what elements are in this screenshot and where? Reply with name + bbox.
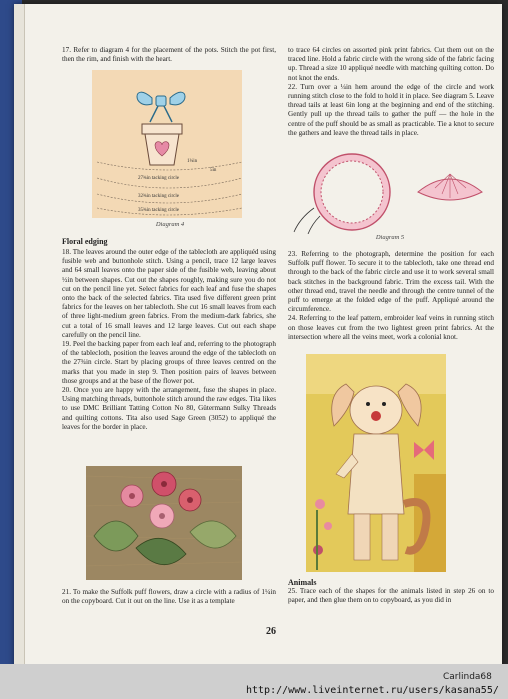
diagram-5-suffolk-puff: [290, 146, 490, 234]
step-23-text: 23. Referring to the photograph, determine the position for each Suffolk puff flower. To secure it to the tablecloth, take one thread end through to the back of the fabric circle and use it to work several small back stitches in the background fabric. Trim the excess tail. With the other thread end, travel the needle and through the centre tunnel of the puff to emerge at the folded edge of the puff. Appliqué around the circumference.: [288, 250, 494, 314]
diagram-4-label-5in: 5in: [210, 168, 217, 173]
step-21-continued: to trace 64 circles on assorted pink print fabrics. Cut them out on the traced line. Hold a fabric circle with the wrong side of the fabric facing up. Thread a size 10 appliqué needle with matching quilting cotton. Do not knot the ends.: [288, 46, 494, 82]
diagram-4-label-32in: 32¾in tacking circle: [138, 194, 179, 199]
dog-applique-photo: [306, 354, 446, 572]
steps-23-24-text: [288, 250, 494, 342]
diagram-4-flowerpot: [92, 70, 242, 218]
source-url[interactable]: http://www.liveinternet.ru/users/kasana55/: [246, 685, 499, 696]
step-20-text: 20. Once you are happy with the arrangement, fuse the shapes in place. Using matching threads, buttonhole stitch around the raw edges. Tita likes to use DMC Brilliant Tatting Cotton No 80, Gütermann Sulky Threads and quilting cottons. Tita also used Sage Green (3052) to appliqué the leaves for the border in place.: [62, 386, 276, 431]
heading-animals: Animals: [288, 578, 317, 587]
floral-edging-heading: [62, 237, 276, 246]
diagram-4-label-35in: 35¾in tacking circle: [138, 208, 179, 213]
diagram-4-label-1-25in: 1¼in: [187, 159, 198, 164]
step-19-text: 19. Peel the backing paper from each leaf and, referring to the photograph of the tablecloth, position the leaves around the edge of the tablecloth on the 27¾in circle. Start by placing groups of three leaves centred on the marks that you made in step 9. Then position pairs of leaves between those groups and at the base of the flower pot.: [62, 340, 276, 385]
step-21-text: 21. To make the Suffolk puff flowers, draw a circle with a radius of 1¼in on the copyboard. Cut it out on the line. Use it as a template: [62, 588, 276, 606]
page-binding-edge: [14, 4, 25, 669]
diagram-5-caption: Diagram 5: [375, 234, 405, 241]
suffolk-puff-flowers-photo: [86, 466, 242, 580]
step-18-text: 18. The leaves around the outer edge of the tablecloth are appliquéd using fusible web and buttonhole stitch. Using a pencil, trace 12 large leaves and 64 small leaves onto the paper side of the fusible web, leaving about ½in between shapes. Cut out the shapes roughly, making sure you do not cut on the pencil line yet. Select fabrics for each leaf and fuse the shapes onto the back of the selected fabrics. Tita used five different green print fabrics for the leaves on her tablecloth. She cut 16 small leaves from each of three light-medium green fabrics. From the medium-dark fabrics, she cut a total of 16 small leaves and 12 large leaves. Cut out each shape carefully on the pencil line.: [62, 248, 276, 339]
steps-18-20-text: [62, 248, 276, 432]
page-number: 26: [266, 626, 276, 637]
step-24-text: 24. Referring to the leaf pattern, embroider leaf veins in running stitch on those leaves cut from the two lightest green print fabrics. At the intersection where all the veins meet, work a colonial knot.: [288, 314, 494, 341]
step-21-continued-text: [288, 46, 494, 138]
diagram-4-label-27in: 27¾in tacking circle: [138, 176, 179, 181]
uploader-signature: Carlinda68: [443, 672, 492, 682]
diagram-4-caption: Diagram 4: [155, 221, 185, 228]
step-25-text: 25. Trace each of the shapes for the animals listed in step 26 on to paper, and then glue them on to copyboard, as you did in: [288, 587, 494, 605]
step-22-text: 22. Turn over a ¼in hem around the edge of the circle and work running stitch close to the fold to hold it in place. See diagram 5. Leave thread tails at least 6in long at the beginning and end of the stitching. Gently pull up the thread tails to gather the puff — the hole in the centre of the puff should be as small as practicable. Tie a knot to secure the gathers and leave the thread tails in place.: [288, 82, 494, 137]
step-17-text: 17. Refer to diagram 4 for the placement of the pots. Stitch the pot first, then the rim, and finish with the heart.: [62, 46, 276, 64]
animals-section: [288, 578, 494, 606]
heading-floral-edging: Floral edging: [62, 237, 108, 246]
